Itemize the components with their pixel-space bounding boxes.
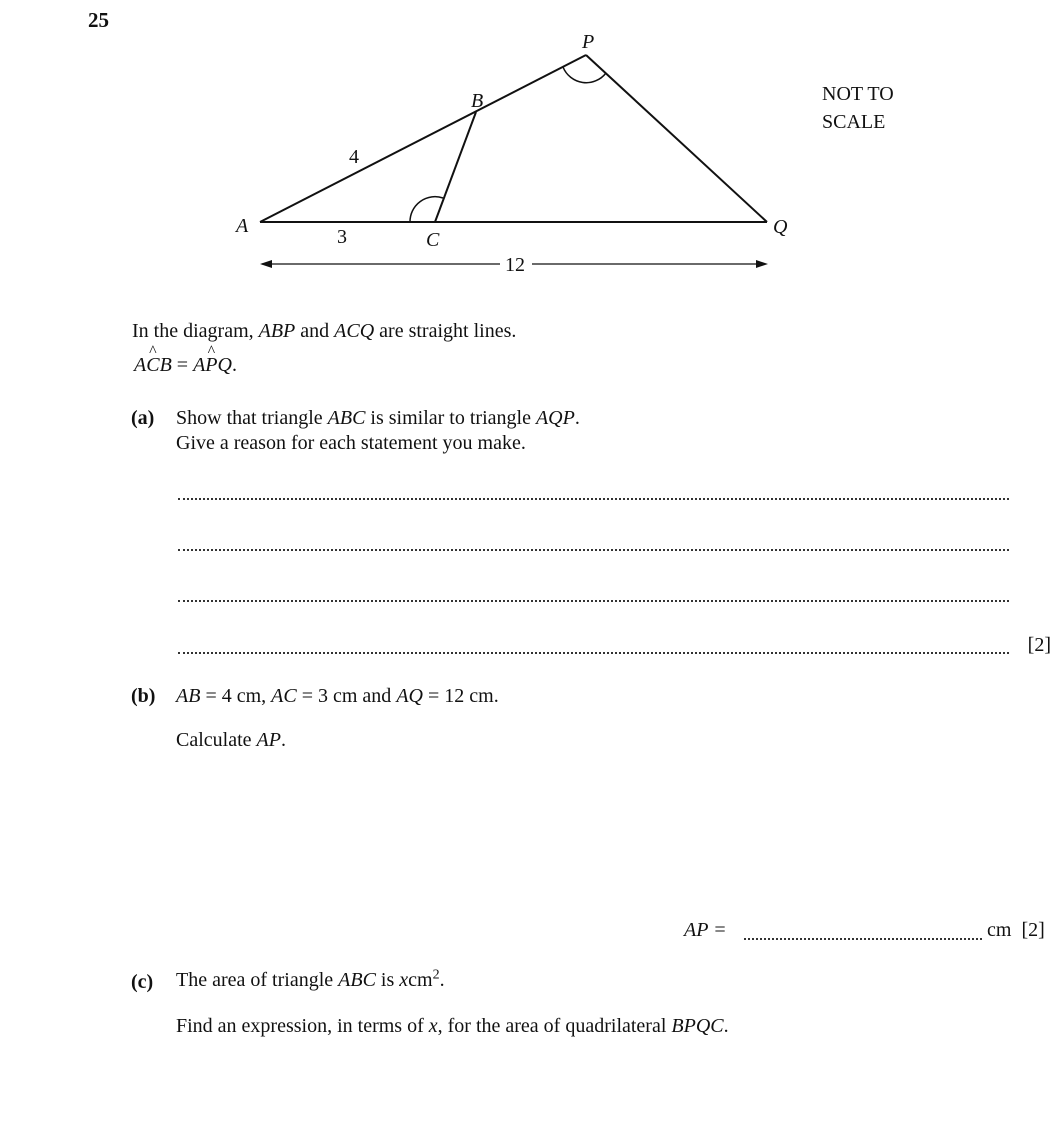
part-a-instruction-2: Give a reason for each statement you make. <box>176 432 526 454</box>
not-to-scale-line1: NOT TO <box>822 83 894 105</box>
text: . <box>574 407 580 429</box>
part-c-instruction <box>176 1015 729 1038</box>
label-B: B <box>471 90 484 112</box>
text: = 4 cm, <box>200 685 272 707</box>
length-AC: 3 <box>337 226 347 248</box>
part-b-instruction <box>176 729 286 752</box>
triangle-aqp: AQP <box>535 407 575 429</box>
part-c-label: (c) <box>131 971 154 993</box>
unit-cm: cm <box>987 919 1012 941</box>
line-AP <box>260 55 586 222</box>
part-b-given <box>176 685 499 708</box>
label-A: A <box>236 215 249 237</box>
answer-field-ap[interactable] <box>744 938 982 940</box>
text: = 3 cm and <box>296 685 397 707</box>
part-b-label: (b) <box>131 685 156 707</box>
angle-equality <box>134 354 237 377</box>
line-PQ <box>586 55 767 222</box>
text: Show that triangle <box>176 407 328 429</box>
part-c-given <box>176 969 445 992</box>
text: is <box>375 969 400 991</box>
text: = 12 cm. <box>422 685 499 707</box>
angle-arc-APQ <box>563 67 606 83</box>
angle-letter: B <box>159 354 172 376</box>
text: , for the area of quadrilateral <box>437 1015 672 1037</box>
angle-vertex-P: ^ P <box>205 354 217 377</box>
text: . <box>280 729 286 751</box>
answer-line-a-1[interactable] <box>178 498 1009 500</box>
answer-line-a-4[interactable] <box>178 652 1009 654</box>
period: . <box>231 354 237 376</box>
unit-cm: cm <box>408 969 433 991</box>
intro-text: and <box>295 320 335 342</box>
arrowhead-right <box>756 260 768 268</box>
not-to-scale-note <box>822 80 894 136</box>
angle-letter: A <box>134 354 147 376</box>
text: The area of triangle <box>176 969 339 991</box>
answer-label-ap: AP = <box>684 919 727 941</box>
triangle-diagram <box>0 0 1063 300</box>
intro-text: are straight lines. <box>374 320 517 342</box>
length-AB: 4 <box>349 146 359 168</box>
text: Find an expression, in terms of <box>176 1015 429 1037</box>
line-acq: ACQ <box>334 320 375 342</box>
variable-x: x <box>428 1015 438 1037</box>
angle-letter: Q <box>217 354 232 376</box>
segment-ac: AC <box>271 685 297 707</box>
angle-letter: A <box>193 354 206 376</box>
text: . <box>439 969 445 991</box>
answer-unit <box>987 919 1045 942</box>
text: Calculate <box>176 729 257 751</box>
label-P: P <box>582 31 595 53</box>
intro-line-1 <box>132 320 516 343</box>
superscript-2: 2 <box>432 967 440 983</box>
part-a-instruction <box>176 407 580 430</box>
line-abp: ABP <box>258 320 296 342</box>
question-number: 25 <box>88 8 109 32</box>
intro-text: In the diagram, <box>132 320 259 342</box>
triangle-abc: ABC <box>327 407 366 429</box>
part-a-label: (a) <box>131 407 155 429</box>
angle-vertex-C: ^ C <box>146 354 159 377</box>
answer-line-a-3[interactable] <box>178 600 1009 602</box>
triangle-abc: ABC <box>338 969 376 991</box>
not-to-scale-line2: SCALE <box>822 111 886 133</box>
angle-arc-ACB <box>410 197 443 222</box>
part-b-marks: [2] <box>1021 919 1045 941</box>
equals-sign: = <box>171 354 194 376</box>
arrowhead-left <box>260 260 272 268</box>
segment-aq: AQ <box>396 685 423 707</box>
text: . <box>723 1015 729 1037</box>
label-Q: Q <box>773 216 788 238</box>
text: is similar to triangle <box>365 407 536 429</box>
segment-ap: AP <box>256 729 281 751</box>
quadrilateral-bpqc: BPQC <box>671 1015 724 1037</box>
variable-x: x <box>399 969 409 991</box>
answer-line-a-2[interactable] <box>178 549 1009 551</box>
length-AQ: 12 <box>505 254 525 276</box>
label-C: C <box>426 229 440 251</box>
part-a-marks: [2] <box>1027 634 1051 656</box>
segment-ab: AB <box>176 685 201 707</box>
